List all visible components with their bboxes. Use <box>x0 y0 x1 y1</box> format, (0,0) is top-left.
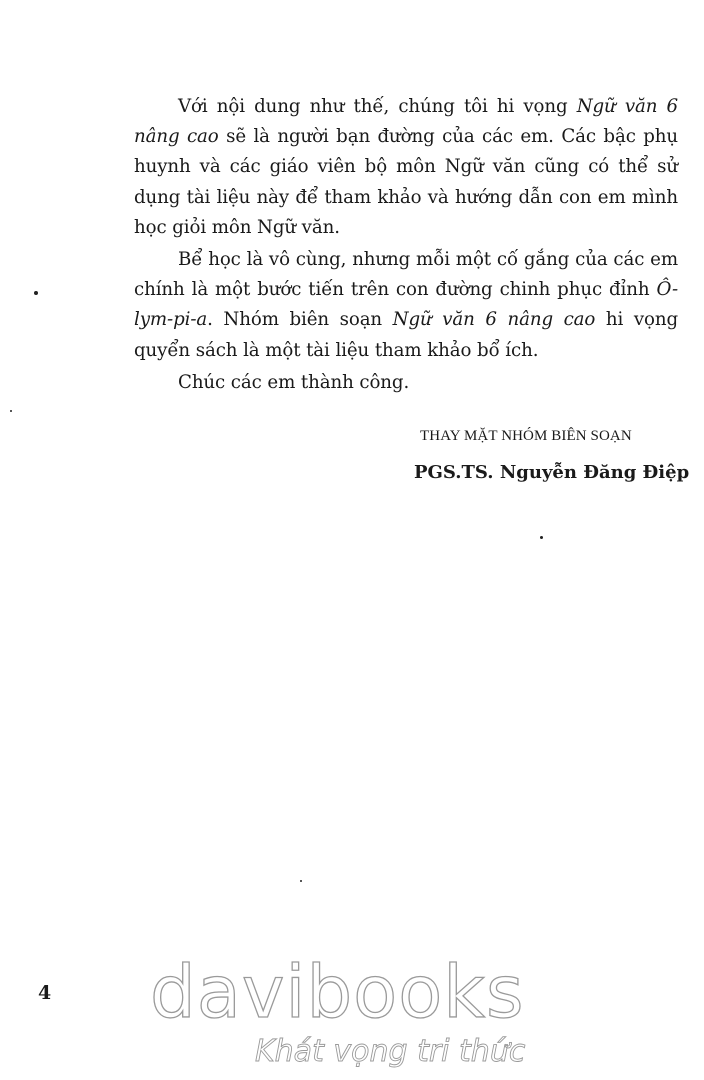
paragraph-3-text: Chúc các em thành công. <box>178 371 410 393</box>
paragraph-1-text-1: Với nội dung như thế, chúng tôi hi vọng <box>178 96 577 117</box>
signature-role: THAY MẶT NHÓM BIÊN SOẠN <box>420 428 632 444</box>
book-title-italic: Ngữ văn 6 nâng cao <box>134 96 678 148</box>
watermark-brand: davibooks <box>150 950 525 1034</box>
paragraph-2-text-1: Bể học là vô cùng, nhưng mỗi một cố gắng của các em chính là một bước tiến trên con đường chinh phục đỉnh <box>134 249 678 301</box>
signature-name: PGS.TS. Nguyễn Đăng Điệp <box>414 462 690 483</box>
watermark-slogan: Khát vọng tri thức <box>255 1034 526 1069</box>
olympia-italic: Ô-lym-pi-a <box>134 279 678 331</box>
page-number: 4 <box>38 982 52 1004</box>
scan-speck <box>10 410 12 412</box>
scan-speck <box>34 291 38 295</box>
watermark <box>150 950 550 1080</box>
body-text <box>134 92 678 400</box>
paragraph-2-text-2: . Nhóm biên soạn <box>207 309 393 331</box>
scan-speck <box>300 880 302 882</box>
paragraph-1-text-2: sẽ là người bạn đường của các em. Các bậc phụ huynh và các giáo viên bộ môn Ngữ văn cũng có thể sử dụng tài liệu này để tham khảo và hướng dẫn con em mình học giỏi môn Ngữ văn. <box>134 126 679 238</box>
paragraph-3 <box>134 368 678 398</box>
paragraph-2-text-3: hi vọng quyển sách là một tài liệu tham khảo bổ ích. <box>134 309 679 361</box>
paragraph-1 <box>134 92 678 243</box>
scan-speck <box>540 536 543 539</box>
paragraph-2 <box>134 245 678 366</box>
book-title-italic-2: Ngữ văn 6 nâng cao <box>392 309 596 331</box>
